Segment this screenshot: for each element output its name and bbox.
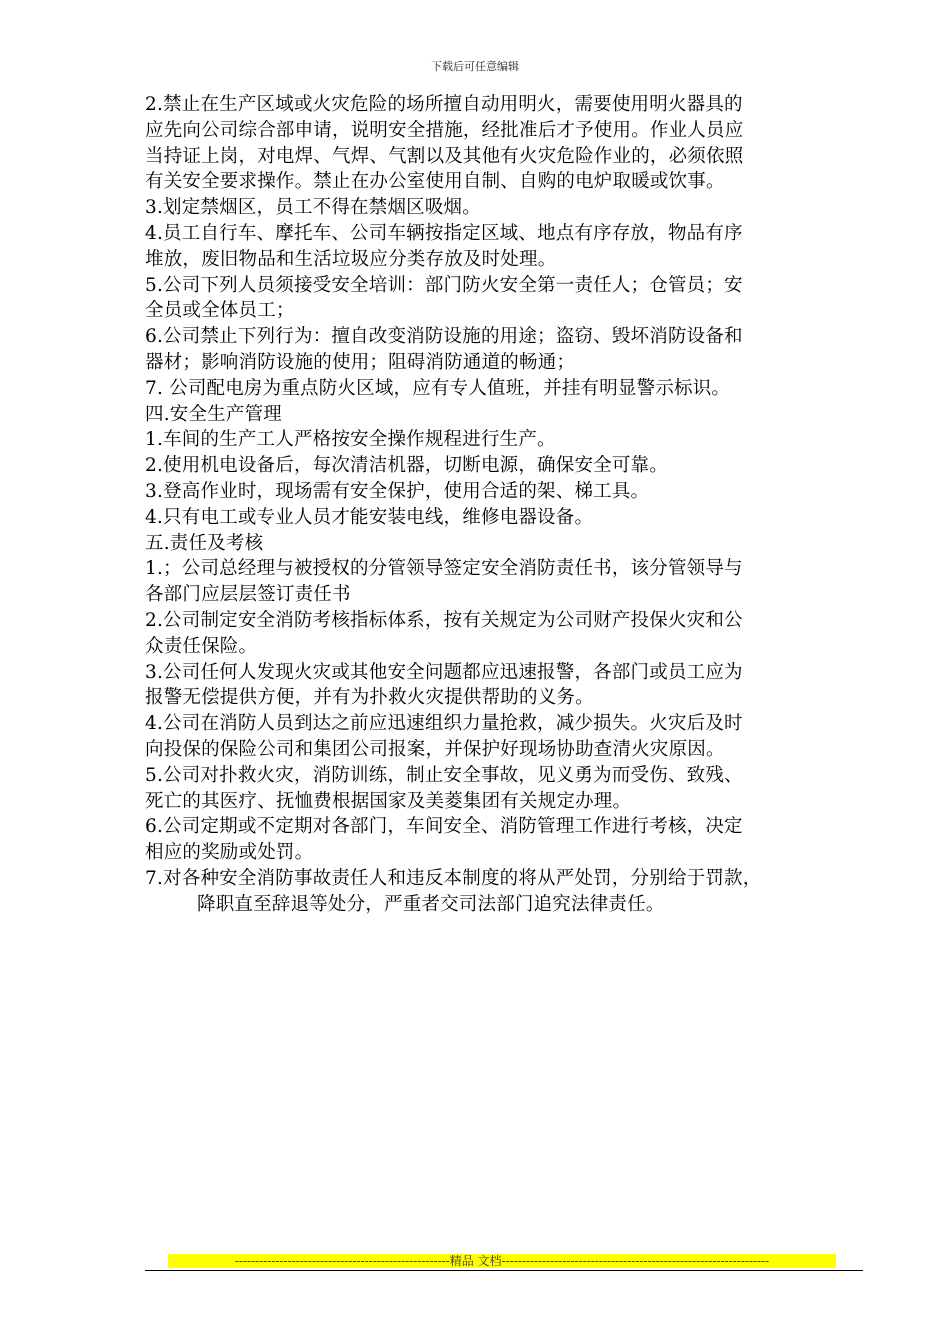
paragraph-line: 7.对各种安全消防事故责任人和违反本制度的将从严处罚，分别给于罚款， (145, 867, 762, 889)
paragraph-line: 5.公司对扑救火灾，消防训练，制止安全事故，见义勇为而受伤、致残、 (145, 764, 743, 786)
paragraph-line: 6.公司禁止下列行为：擅自改变消防设施的用途；盗窃、毁坏消防设备和 (145, 326, 743, 348)
paragraph-line: 各部门应层层签订责任书 (145, 584, 351, 606)
paragraph-line: 众责任保险。 (145, 635, 258, 657)
paragraph-line: 3.登高作业时，现场需有安全保护，使用合适的架、梯工具。 (145, 480, 650, 502)
paragraph-line: 堆放，废旧物品和生活垃圾应分类存放及时处理。 (145, 248, 557, 270)
paragraph-line: 4.只有电工或专业人员才能安装电线，维修电器设备。 (145, 506, 594, 528)
paragraph-line: 7. 公司配电房为重点防火区域，应有专人值班，并挂有明显警示标识。 (145, 377, 731, 399)
paragraph-line: 2.禁止在生产区域或火灾危险的场所擅自动用明火，需要使用明火器具的 (145, 94, 743, 115)
paragraph-line: 当持证上岗，对电焊、气焊、气割以及其他有火灾危险作业的，必须依照 (145, 145, 744, 167)
paragraph-line: 降职直至辞退等处分，严重者交司法部门追究法律责任。 (197, 893, 665, 915)
paragraph-line: 4.公司在消防人员到达之前应迅速组织力量抢救，减少损失。火灾后及时 (145, 713, 743, 735)
paragraph-line: 1.；公司总经理与被授权的分管领导签定安全消防责任书，该分管领导与 (145, 558, 743, 580)
footer-divider (145, 1270, 863, 1271)
paragraph-line: 死亡的其医疗、抚恤费根据国家及美菱集团有关规定办理。 (145, 790, 632, 812)
paragraph-line: 有关安全要求操作。禁止在办公室使用自制、自购的电炉取暖或饮事。 (145, 171, 725, 193)
page-header-note: 下载后可任意编辑 (431, 60, 519, 73)
paragraph-line: 向投保的保险公司和集团公司报案，并保护好现场协助查清火灾原因。 (145, 738, 725, 760)
paragraph-line: 报警无偿提供方便，并有为扑救火灾提供帮助的义务。 (145, 687, 594, 709)
paragraph-line: 3.公司任何人发现火灾或其他安全问题都应迅速报警，各部门或员工应为 (145, 661, 743, 683)
paragraph-line: 相应的奖励或处罚。 (145, 842, 314, 864)
paragraph-line: 5.公司下列人员须接受安全培训：部门防火安全第一责任人；仓管员；安 (145, 274, 743, 296)
paragraph-line: 4.员工自行车、摩托车、公司车辆按指定区域、地点有序存放，物品有序 (145, 222, 743, 244)
paragraph-line: 五.责任及考核 (145, 532, 264, 554)
footer-banner: -----------------------------------------------------精品 文档------------------------------------------------------------------ (168, 1254, 836, 1268)
paragraph-line: 全员或全体员工； (145, 300, 295, 322)
paragraph-line: 器材；影响消防设施的使用；阻碍消防通道的畅通； (145, 351, 576, 373)
paragraph-line: 四.安全生产管理 (145, 403, 282, 425)
paragraph-line: 6.公司定期或不定期对各部门，车间安全、消防管理工作进行考核，决定 (145, 816, 743, 838)
paragraph-line: 2.公司制定安全消防考核指标体系，按有关规定为公司财产投保火灾和公 (145, 609, 743, 631)
paragraph-line: 2.使用机电设备后，每次清洁机器，切断电源，确保安全可靠。 (145, 455, 668, 477)
paragraph-line: 应先向公司综合部申请，说明安全措施，经批准后才予使用。作业人员应 (145, 119, 744, 141)
document-body (145, 92, 865, 918)
paragraph-line: 1.车间的生产工人严格按安全操作规程进行生产。 (145, 429, 556, 451)
paragraph-line: 3.划定禁烟区，员工不得在禁烟区吸烟。 (145, 197, 481, 219)
